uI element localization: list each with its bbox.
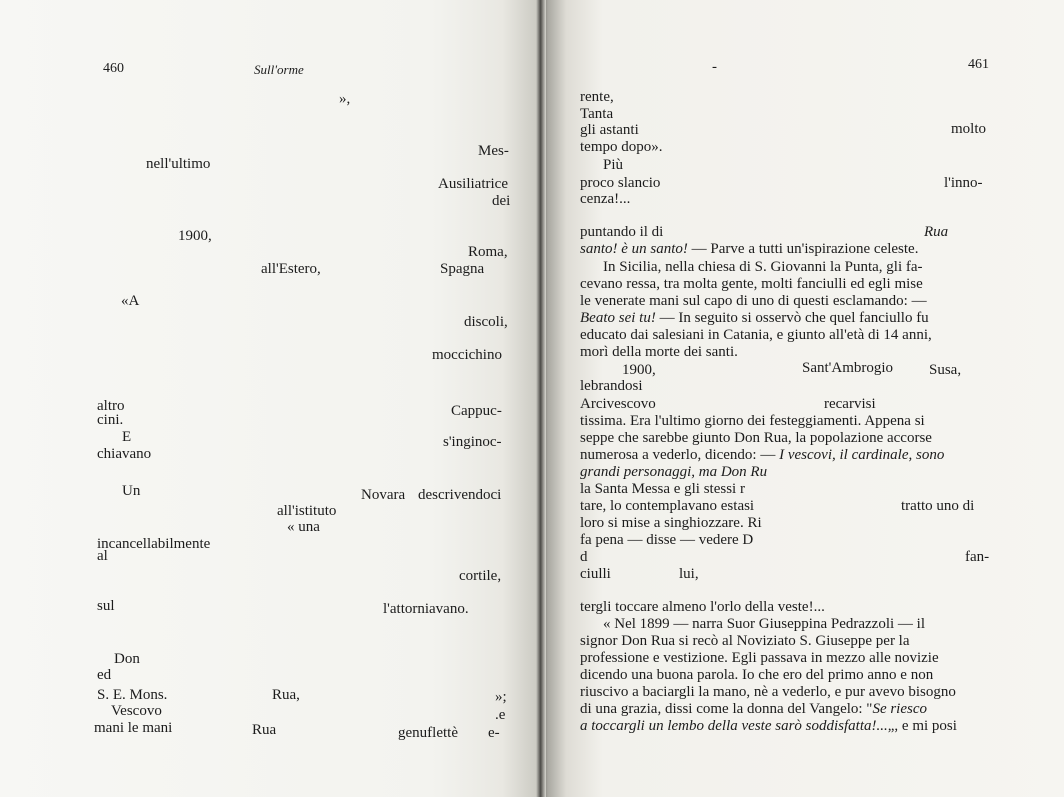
text-fragment: Un — [122, 483, 141, 499]
text-fragment: Cappuc- — [451, 403, 502, 419]
text-line: seppe che sarebbe giunto Don Rua, la popolazione accorse — [580, 430, 932, 446]
text-line: Rua — [924, 224, 949, 240]
text-line — [580, 309, 929, 327]
text-fragment: »; — [495, 689, 507, 705]
page-number: 460 — [103, 61, 124, 76]
text-fragment: rente, — [580, 89, 614, 105]
text-fragment: al — [97, 548, 108, 564]
text-fragment: Susa, — [929, 362, 962, 378]
text-fragment: Novara — [361, 487, 406, 503]
text-run: numerosa a vederlo, dicendo: — — [580, 447, 780, 463]
text-line — [580, 700, 927, 718]
text-fragment: ciulli — [580, 566, 611, 582]
text-fragment: incancellabilmente — [97, 536, 211, 552]
text-fragment: ed — [97, 667, 112, 683]
text-fragment: Don — [114, 651, 140, 667]
text-fragment: sul — [97, 598, 115, 614]
text-fragment: cortile, — [459, 568, 502, 584]
text-fragment: «A — [121, 293, 140, 309]
text-fragment: « una — [287, 519, 320, 535]
text-fragment: cini. — [97, 412, 124, 428]
text-run: di una grazia, dissi come la donna del Vangelo: " — [580, 701, 873, 717]
text-line: riuscivo a baciargli la mano, nè a vederlo, e pur avevo bisogno — [580, 684, 956, 700]
text-fragment: all'istituto — [277, 503, 337, 519]
text-fragment: Mes- — [478, 143, 509, 159]
text-line: cevano ressa, tra molta gente, molti fanciulli ed egli mise — [580, 276, 923, 292]
text-run: „, e mi posi — [887, 718, 957, 734]
text-fragment: gli astanti — [580, 122, 639, 138]
text-fragment: Sant'Ambrogio — [802, 360, 894, 376]
text-fragment: proco slancio — [580, 175, 661, 191]
italic-phrase: I vescovi, il cardinale, sono — [779, 447, 945, 463]
text-fragment: 1900, — [178, 228, 212, 244]
text-fragment: dei — [492, 193, 511, 209]
text-fragment: Rua — [252, 722, 277, 738]
text-fragment: Più — [603, 157, 624, 173]
text-fragment: lui, — [679, 566, 699, 582]
text-line — [580, 717, 957, 735]
text-fragment: Arcivescovo — [580, 396, 656, 412]
italic-phrase: a toccargli un lembo della veste sarò soddisfatta!... — [580, 718, 888, 734]
header-mark: - — [712, 59, 717, 75]
text-fragment: mani le mani — [94, 720, 173, 736]
text-fragment: e- — [488, 725, 500, 741]
text-fragment: Ausiliatrice — [438, 176, 508, 192]
text-fragment: tratto uno di — [901, 498, 975, 514]
text-line: loro si mise a singhiozzare. Ri — [580, 515, 762, 531]
text-fragment: E — [122, 429, 132, 445]
book-spine — [536, 0, 546, 797]
text-line — [580, 240, 918, 258]
text-line: professione e vestizione. Egli passava in mezzo alle novizie — [580, 650, 939, 666]
text-fragment: recarvisi — [824, 396, 876, 412]
text-fragment: nell'ultimo — [146, 156, 211, 172]
text-fragment: altro — [97, 398, 125, 414]
text-fragment: discoli, — [464, 314, 508, 330]
text-fragment: l'inno- — [944, 175, 983, 191]
italic-phrase: santo! è un santo! — [580, 241, 688, 257]
text-line: « Nel 1899 — narra Suor Giuseppina Pedrazzoli — il — [603, 616, 926, 632]
text-line: tare, lo contemplavano estasi — [580, 498, 755, 514]
right-page — [540, 0, 1064, 797]
text-line: puntando il di — [580, 224, 664, 240]
text-line: la Santa Messa e gli stessi r — [580, 481, 745, 497]
text-line: dicendo una buona parola. Io che ero del primo anno e non — [580, 667, 934, 683]
text-line: signor Don Rua si recò al Noviziato S. Giuseppe per la — [580, 633, 910, 649]
text-line: In Sicilia, nella chiesa di S. Giovanni la Punta, gli fa- — [603, 259, 923, 275]
text-line: tergli toccare almeno l'orlo della veste!... — [580, 599, 825, 615]
text-fragment: s'inginoc- — [443, 434, 502, 450]
page-number: 461 — [968, 57, 989, 72]
text-fragment: .e — [495, 707, 506, 723]
text-fragment: Vescovo — [111, 703, 162, 719]
text-fragment: tempo dopo». — [580, 139, 663, 155]
text-fragment: moccichino — [432, 347, 502, 363]
text-fragment: lebrandosi — [580, 378, 643, 394]
text-fragment: d — [580, 549, 588, 565]
text-line: fa pena — disse — vedere D — [580, 532, 754, 548]
text-fragment: Rua, — [272, 687, 300, 703]
text-fragment: », — [339, 91, 351, 107]
text-fragment: genuflettè — [398, 725, 458, 741]
text-fragment: 1900, — [622, 362, 656, 378]
text-fragment: Roma, — [468, 244, 508, 260]
text-line: educato dai salesiani in Catania, e giunto all'età di 14 anni, — [580, 327, 932, 343]
italic-phrase: Se riesco — [872, 701, 928, 717]
text-fragment: descrivendoci — [418, 487, 502, 503]
text-line: tissima. Era l'ultimo giorno dei festeggiamenti. Appena si — [580, 413, 925, 429]
text-fragment: molto — [951, 121, 987, 137]
text-line: le venerate mani sul capo di uno di questi esclamando: — — [580, 293, 927, 309]
text-fragment: Tanta — [580, 106, 614, 122]
text-fragment: fan- — [965, 549, 990, 565]
text-fragment: Spagna — [440, 261, 485, 277]
text-fragment: cenza!... — [580, 191, 631, 207]
text-fragment: S. E. Mons. — [97, 687, 168, 703]
text-fragment: l'attorniavano. — [383, 601, 469, 617]
text-line: grandi personaggi, ma Don Ru — [580, 464, 768, 480]
text-line — [580, 446, 944, 464]
text-line: morì della morte dei santi. — [580, 344, 738, 360]
text-fragment: all'Estero, — [261, 261, 321, 277]
text-fragment: chiavano — [97, 446, 152, 462]
text-run: — In seguito si osservò che quel fanciullo fu — [655, 310, 929, 326]
italic-phrase: Beato sei tu! — [580, 310, 656, 326]
text-run: — Parve a tutti un'ispirazione celeste. — [687, 241, 919, 257]
running-head: Sull'orme — [254, 62, 304, 77]
